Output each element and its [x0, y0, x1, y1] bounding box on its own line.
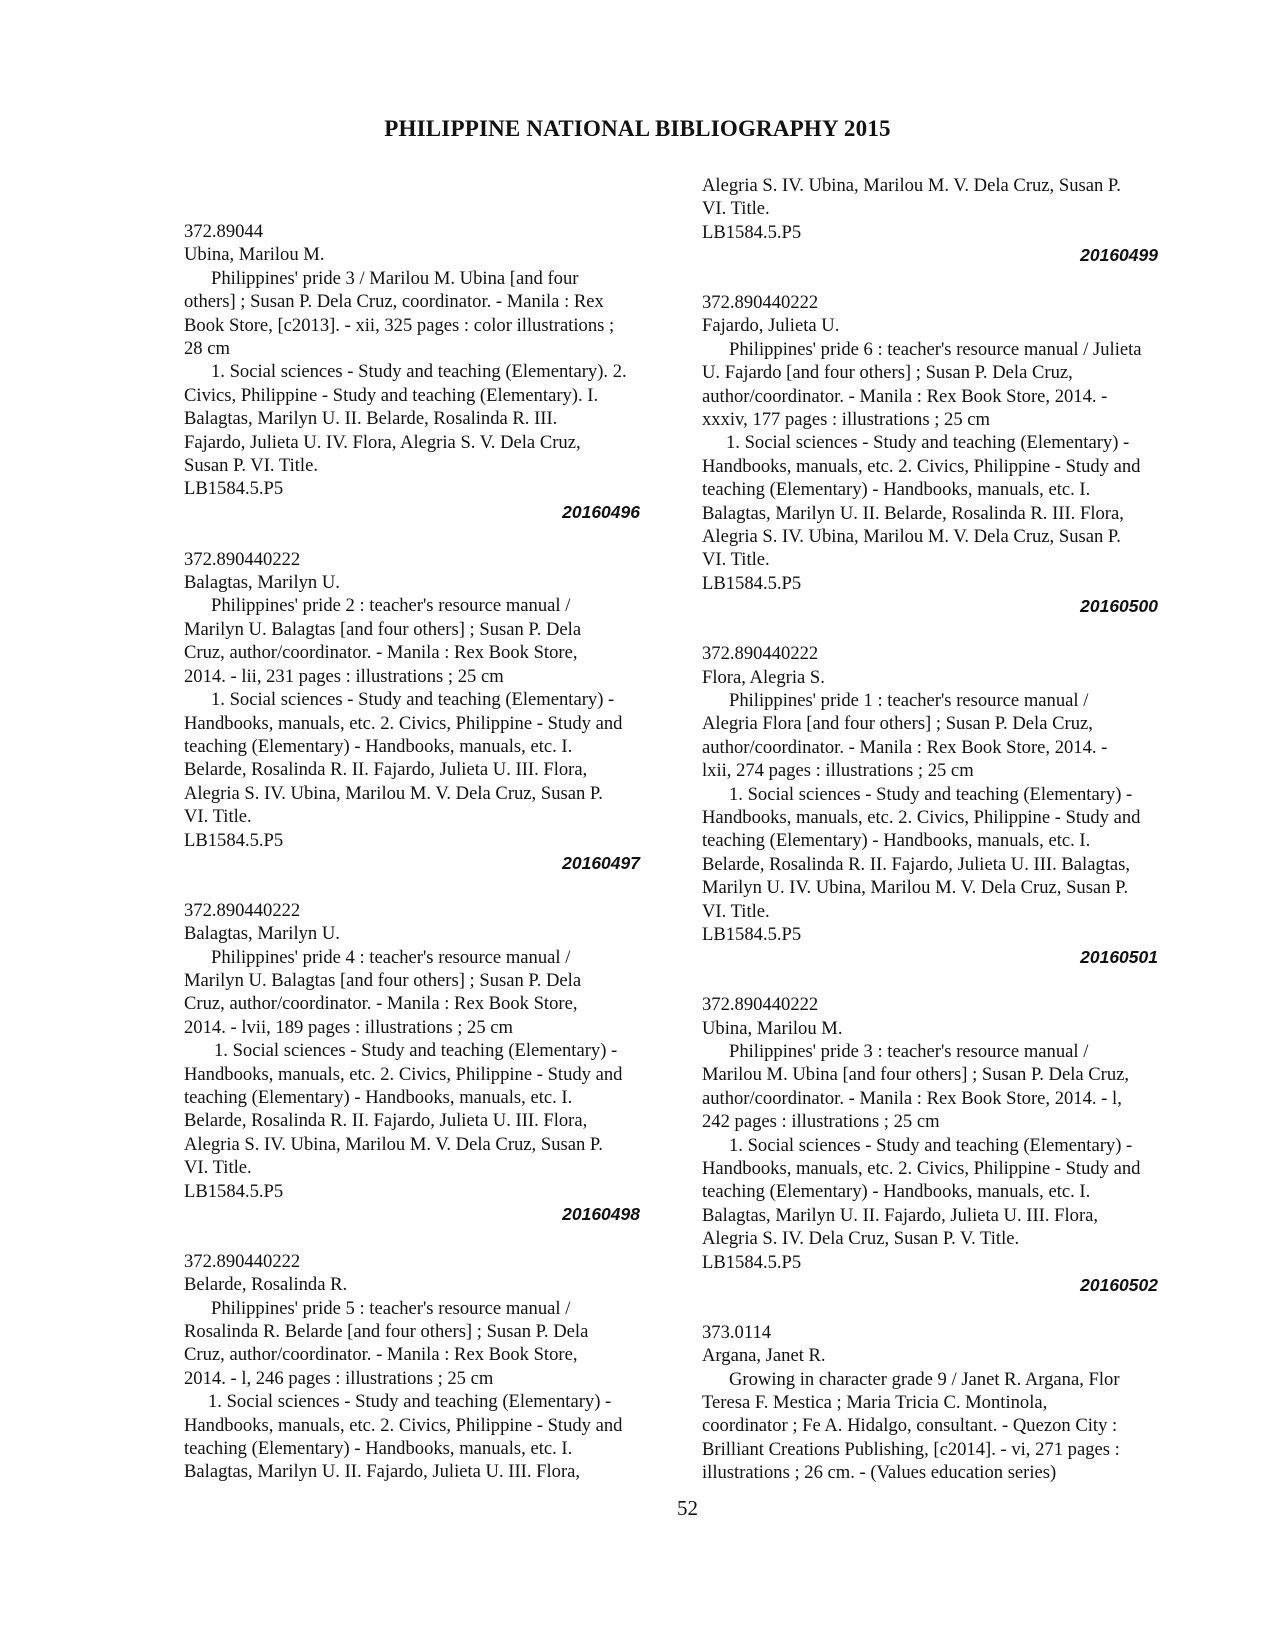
subjects-line: teaching (Elementary) - Handbooks, manuals, etc. I. — [184, 735, 573, 757]
lc-call-number: LB1584.5.P5 — [184, 1180, 284, 1202]
title-statement: Growing in character grade 9 / Janet R. Argana, Flor — [729, 1368, 1120, 1390]
control-number: 20160499 — [1080, 245, 1158, 266]
description-line: 2014. - lii, 231 pages : illustrations ; 25 cm — [184, 665, 504, 687]
subjects-line: Civics, Philippine - Study and teaching (Elementary). I. — [184, 384, 599, 406]
title-statement: Philippines' pride 2 : teacher's resource manual / — [211, 595, 571, 617]
description-line: author/coordinator. - Manila : Rex Book Store, 2014. - — [702, 385, 1108, 407]
call-number: 372.890440222 — [702, 994, 819, 1016]
subjects-line: 1. Social sciences - Study and teaching (Elementary) - — [211, 689, 615, 711]
control-number: 20160498 — [562, 1204, 640, 1225]
description-line: Brilliant Creations Publishing, [c2014]. - vi, 271 pages : — [702, 1438, 1120, 1460]
description-line: author/coordinator. - Manila : Rex Book Store, 2014. - — [702, 736, 1108, 758]
description-line: 2014. - lvii, 189 pages : illustrations ; 25 cm — [184, 1016, 513, 1038]
main-entry: Flora, Alegria S. — [702, 666, 825, 688]
subjects-line: Alegria S. IV. Ubina, Marilou M. V. Dela Cruz, Susan P. — [702, 526, 1121, 548]
subjects-line: Alegria S. IV. Ubina, Marilou M. V. Dela Cruz, Susan P. — [184, 782, 603, 804]
subjects-line: Handbooks, manuals, etc. 2. Civics, Philippine - Study and — [184, 1414, 623, 1436]
subjects-line: VI. Title. — [184, 806, 252, 828]
description-line: Marilou M. Ubina [and four others] ; Susan P. Dela Cruz, — [702, 1064, 1130, 1086]
subjects-line: teaching (Elementary) - Handbooks, manuals, etc. I. — [702, 830, 1091, 852]
subjects-line: 1. Social sciences - Study and teaching (Elementary). 2. — [211, 361, 627, 383]
subjects-line: 1. Social sciences - Study and teaching (Elementary) - — [729, 1134, 1133, 1156]
control-number: 20160501 — [1080, 947, 1158, 968]
lc-call-number: LB1584.5.P5 — [702, 923, 802, 945]
call-number: 372.890440222 — [184, 899, 301, 921]
subjects-line: Handbooks, manuals, etc. 2. Civics, Philippine - Study and — [702, 1158, 1141, 1180]
description-line: xxxiv, 177 pages : illustrations ; 25 cm — [702, 409, 991, 431]
main-entry: Argana, Janet R. — [702, 1345, 826, 1367]
subjects-line: Balagtas, Marilyn U. II. Fajardo, Julieta U. III. Flora, — [184, 1461, 581, 1483]
control-number: 20160497 — [562, 852, 640, 873]
description-line: illustrations ; 26 cm. - (Values education series) — [702, 1462, 1057, 1484]
subjects-line: VI. Title. — [702, 198, 770, 220]
subjects-line: Handbooks, manuals, etc. 2. Civics, Philippine - Study and — [184, 1063, 623, 1085]
description-line: Cruz, author/coordinator. - Manila : Rex Book Store, — [184, 642, 578, 664]
call-number: 372.890440222 — [184, 1250, 301, 1272]
subjects-line: VI. Title. — [702, 549, 770, 571]
description-line: Cruz, author/coordinator. - Manila : Rex Book Store, — [184, 993, 578, 1015]
description-line: Marilyn U. Balagtas [and four others] ; Susan P. Dela — [184, 969, 582, 991]
subjects-line: Susan P. VI. Title. — [184, 455, 318, 477]
description-line: lxii, 274 pages : illustrations ; 25 cm — [702, 760, 974, 782]
call-number: 372.890440222 — [702, 292, 819, 314]
description-line: Rosalinda R. Belarde [and four others] ; Susan P. Dela — [184, 1321, 589, 1343]
lc-call-number: LB1584.5.P5 — [184, 478, 284, 500]
main-entry: Fajardo, Julieta U. — [702, 315, 840, 337]
description-line: 2014. - l, 246 pages : illustrations ; 25 cm — [184, 1367, 494, 1389]
main-entry: Ubina, Marilou M. — [702, 1017, 843, 1039]
control-number: 20160496 — [562, 501, 640, 522]
main-entry: Balagtas, Marilyn U. — [184, 572, 340, 594]
title-statement: Philippines' pride 6 : teacher's resource manual / Julieta — [729, 338, 1142, 360]
subjects-line: Handbooks, manuals, etc. 2. Civics, Philippine - Study and — [702, 806, 1141, 828]
lc-call-number: LB1584.5.P5 — [702, 221, 802, 243]
subjects-line: Marilyn U. IV. Ubina, Marilou M. V. Dela Cruz, Susan P. — [702, 877, 1129, 899]
description-line: Alegria Flora [and four others] ; Susan P. Dela Cruz, — [702, 713, 1093, 735]
subjects-line: Balagtas, Marilyn U. II. Belarde, Rosalinda R. III. — [184, 408, 558, 430]
subjects-line: Handbooks, manuals, etc. 2. Civics, Philippine - Study and — [184, 712, 623, 734]
call-number: 372.890440222 — [702, 643, 819, 665]
title-statement: Philippines' pride 1 : teacher's resource manual / — [729, 689, 1089, 711]
description-line: 28 cm — [184, 338, 230, 360]
subjects-line: VI. Title. — [184, 1157, 252, 1179]
control-number: 20160500 — [1080, 596, 1158, 617]
description-line: Book Store, [c2013]. - xii, 325 pages : color illustrations ; — [184, 314, 615, 336]
main-entry: Balagtas, Marilyn U. — [184, 923, 340, 945]
call-number: 373.0114 — [702, 1321, 772, 1343]
call-number: 372.89044 — [184, 221, 264, 242]
title-statement: Philippines' pride 5 : teacher's resource manual / — [211, 1297, 571, 1319]
subjects-line: Fajardo, Julieta U. IV. Flora, Alegria S. V. Dela Cruz, — [184, 431, 581, 453]
description-line: author/coordinator. - Manila : Rex Book Store, 2014. - l, — [702, 1087, 1122, 1109]
description-line: 242 pages : illustrations ; 25 cm — [702, 1111, 940, 1133]
subjects-line: 1. Social sciences - Study and teaching (Elementary) - — [208, 1391, 612, 1413]
call-number: 372.890440222 — [184, 548, 301, 570]
lc-call-number: LB1584.5.P5 — [702, 572, 802, 594]
description-line: Cruz, author/coordinator. - Manila : Rex Book Store, — [184, 1344, 578, 1366]
subjects-line: 1. Social sciences - Study and teaching (Elementary) - — [214, 1040, 618, 1062]
description-line: others] ; Susan P. Dela Cruz, coordinator. - Manila : Rex — [184, 291, 604, 313]
subjects-line: Handbooks, manuals, etc. 2. Civics, Philippine - Study and — [702, 455, 1141, 477]
subjects-line: Belarde, Rosalinda R. II. Fajardo, Julieta U. III. Flora, — [184, 759, 588, 781]
left-column — [184, 220, 670, 1484]
subjects-line: teaching (Elementary) - Handbooks, manuals, etc. I. — [184, 1438, 573, 1460]
subjects-line: 1. Social sciences - Study and teaching (Elementary) - — [726, 432, 1130, 454]
control-number: 20160502 — [1080, 1275, 1158, 1296]
subjects-line: Balagtas, Marilyn U. II. Belarde, Rosalinda R. III. Flora, — [702, 502, 1124, 524]
title-statement: Philippines' pride 3 : teacher's resource manual / — [729, 1040, 1089, 1062]
subjects-line: teaching (Elementary) - Handbooks, manuals, etc. I. — [702, 1181, 1091, 1203]
subjects-line: Balagtas, Marilyn U. II. Fajardo, Julieta U. III. Flora, — [702, 1204, 1099, 1226]
subjects-line: Belarde, Rosalinda R. II. Fajardo, Julieta U. III. Balagtas, — [702, 853, 1131, 875]
subjects-line: Alegria S. IV. Dela Cruz, Susan P. V. Title. — [702, 1228, 1020, 1250]
subjects-line: teaching (Elementary) - Handbooks, manuals, etc. I. — [184, 1087, 573, 1108]
subjects-line: Belarde, Rosalinda R. II. Fajardo, Julieta U. III. Flora, — [184, 1110, 588, 1132]
subjects-line: VI. Title. — [702, 900, 770, 922]
description-line: Teresa F. Mestica ; Maria Tricia C. Montinola, — [702, 1392, 1048, 1414]
main-entry: Belarde, Rosalinda R. — [184, 1274, 348, 1296]
page-number: 52 — [677, 1496, 698, 1520]
subjects-line: 1. Social sciences - Study and teaching (Elementary) - — [729, 783, 1133, 805]
main-entry: Ubina, Marilou M. — [184, 244, 325, 266]
lc-call-number: LB1584.5.P5 — [184, 829, 284, 851]
right-column — [702, 174, 1188, 1485]
lc-call-number: LB1584.5.P5 — [702, 1251, 802, 1273]
description-line: Marilyn U. Balagtas [and four others] ; Susan P. Dela — [184, 618, 582, 640]
title-statement: Philippines' pride 4 : teacher's resource manual / — [211, 946, 571, 968]
subjects-line: Alegria S. IV. Ubina, Marilou M. V. Dela Cruz, Susan P. — [702, 175, 1121, 196]
subjects-line: Alegria S. IV. Ubina, Marilou M. V. Dela Cruz, Susan P. — [184, 1133, 603, 1155]
title-statement: Philippines' pride 3 / Marilou M. Ubina [and four — [211, 267, 579, 289]
description-line: coordinator ; Fe A. Hidalgo, consultant. - Quezon City : — [702, 1415, 1118, 1437]
description-line: U. Fajardo [and four others] ; Susan P. Dela Cruz, — [702, 362, 1073, 384]
page-title: PHILIPPINE NATIONAL BIBLIOGRAPHY 2015 — [384, 116, 891, 141]
subjects-line: teaching (Elementary) - Handbooks, manuals, etc. I. — [702, 479, 1091, 501]
